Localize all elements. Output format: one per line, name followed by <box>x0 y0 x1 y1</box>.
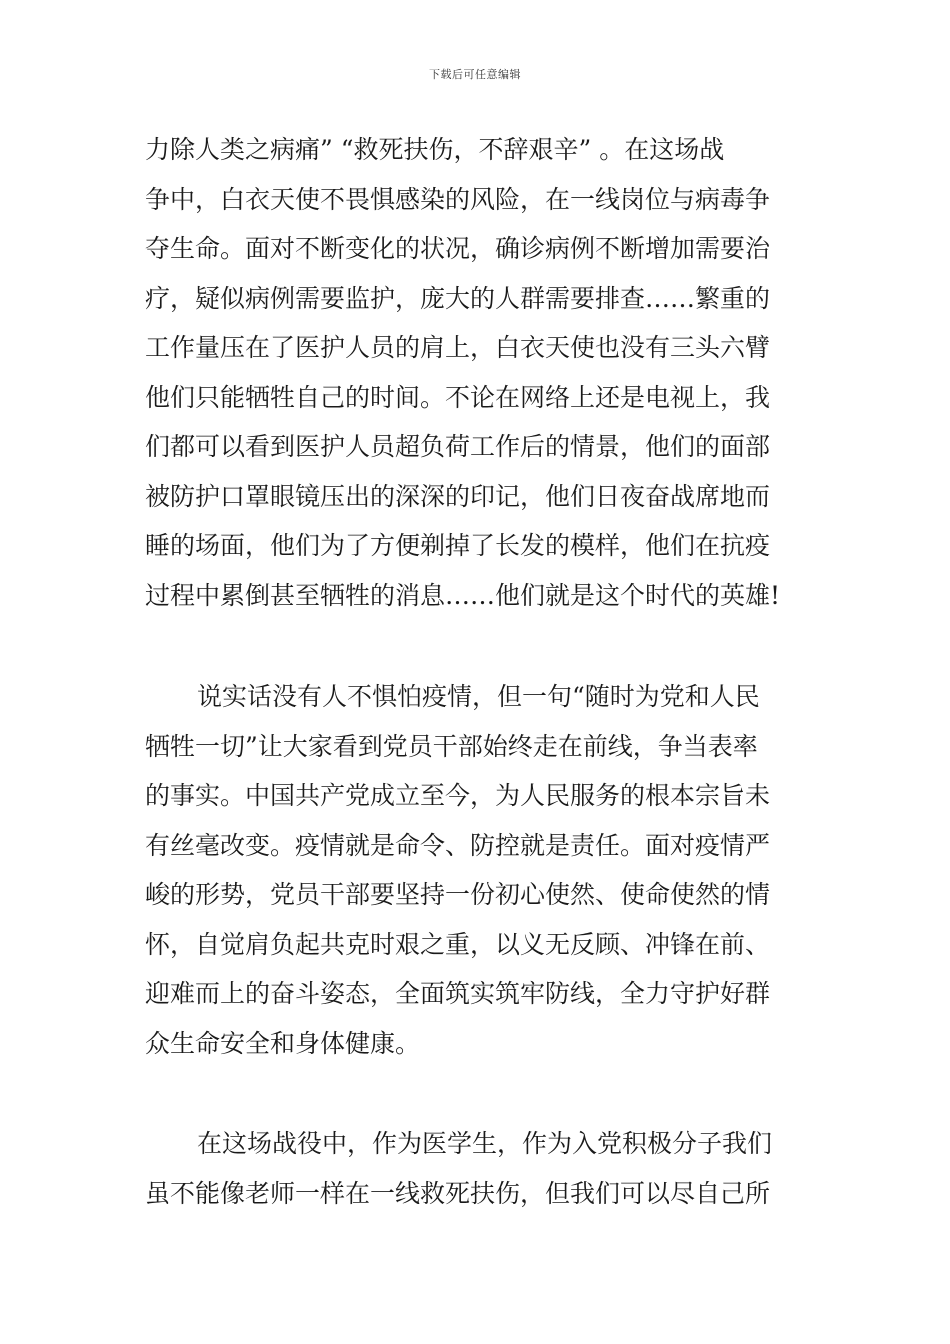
header-note: 下载后可任意编辑 <box>429 68 521 81</box>
text-line: 众生命安全和身体健康。 <box>145 1028 421 1058</box>
paragraph-1 <box>145 125 815 620</box>
text-line: 怀，自觉肩负起共克时艰之重，以义无反顾、冲锋在前、 <box>145 929 771 959</box>
text-line: 有丝毫改变。疫情就是命令、防控就是责任。面对疫情严 <box>145 830 771 860</box>
text-line: 夺生命。面对不断变化的状况，确诊病例不断增加需要治 <box>145 234 771 263</box>
text-line: 被防护口罩眼镜压出的深深的印记，他们日夜奋战席地而 <box>145 481 771 511</box>
text-line: 在这场战役中，作为医学生，作为入党积极分子我们 <box>197 1129 773 1158</box>
text-line: 工作量压在了医护人员的肩上，白衣天使也没有三头六臂 <box>145 333 771 362</box>
text-line: 过程中累倒甚至牺牲的消息……他们就是这个时代的英雄! <box>145 580 781 610</box>
paragraph-2 <box>145 672 815 1068</box>
text-line: 疗，疑似病例需要监护，庞大的人群需要排查……繁重的 <box>145 283 771 313</box>
paragraph-3 <box>145 1119 815 1218</box>
text-line: 牺牲一切”让大家看到党员干部始终走在前线，争当表率 <box>145 731 758 761</box>
text-line: 峻的形势，党员干部要坚持一份初心使然、使命使然的情 <box>145 880 771 909</box>
text-line: 迎难而上的奋斗姿态，全面筑实筑牢防线，全力守护好群 <box>145 979 771 1008</box>
text-line: 虽不能像老师一样在一线救死扶伤，但我们可以尽自己所 <box>145 1178 771 1208</box>
text-line: 说实话没有人不惧怕疫情，但一句“随时为党和人民 <box>197 682 760 711</box>
text-line: 他们只能牺牲自己的时间。不论在网络上还是电视上，我 <box>145 382 771 412</box>
text-line: 睡的场面，他们为了方便剃掉了长发的模样，他们在抗疫 <box>145 531 771 560</box>
text-line: 的事实。中国共产党成立至今，为人民服务的根本宗旨未 <box>145 781 771 810</box>
text-line: 们都可以看到医护人员超负荷工作后的情景，他们的面部 <box>145 432 771 461</box>
text-line: 力除人类之病痛” “救死扶伤，不辞艰辛” 。在这场战 <box>145 135 725 164</box>
text-line: 争中，白衣天使不畏惧感染的风险，在一线岗位与病毒争 <box>145 184 771 214</box>
